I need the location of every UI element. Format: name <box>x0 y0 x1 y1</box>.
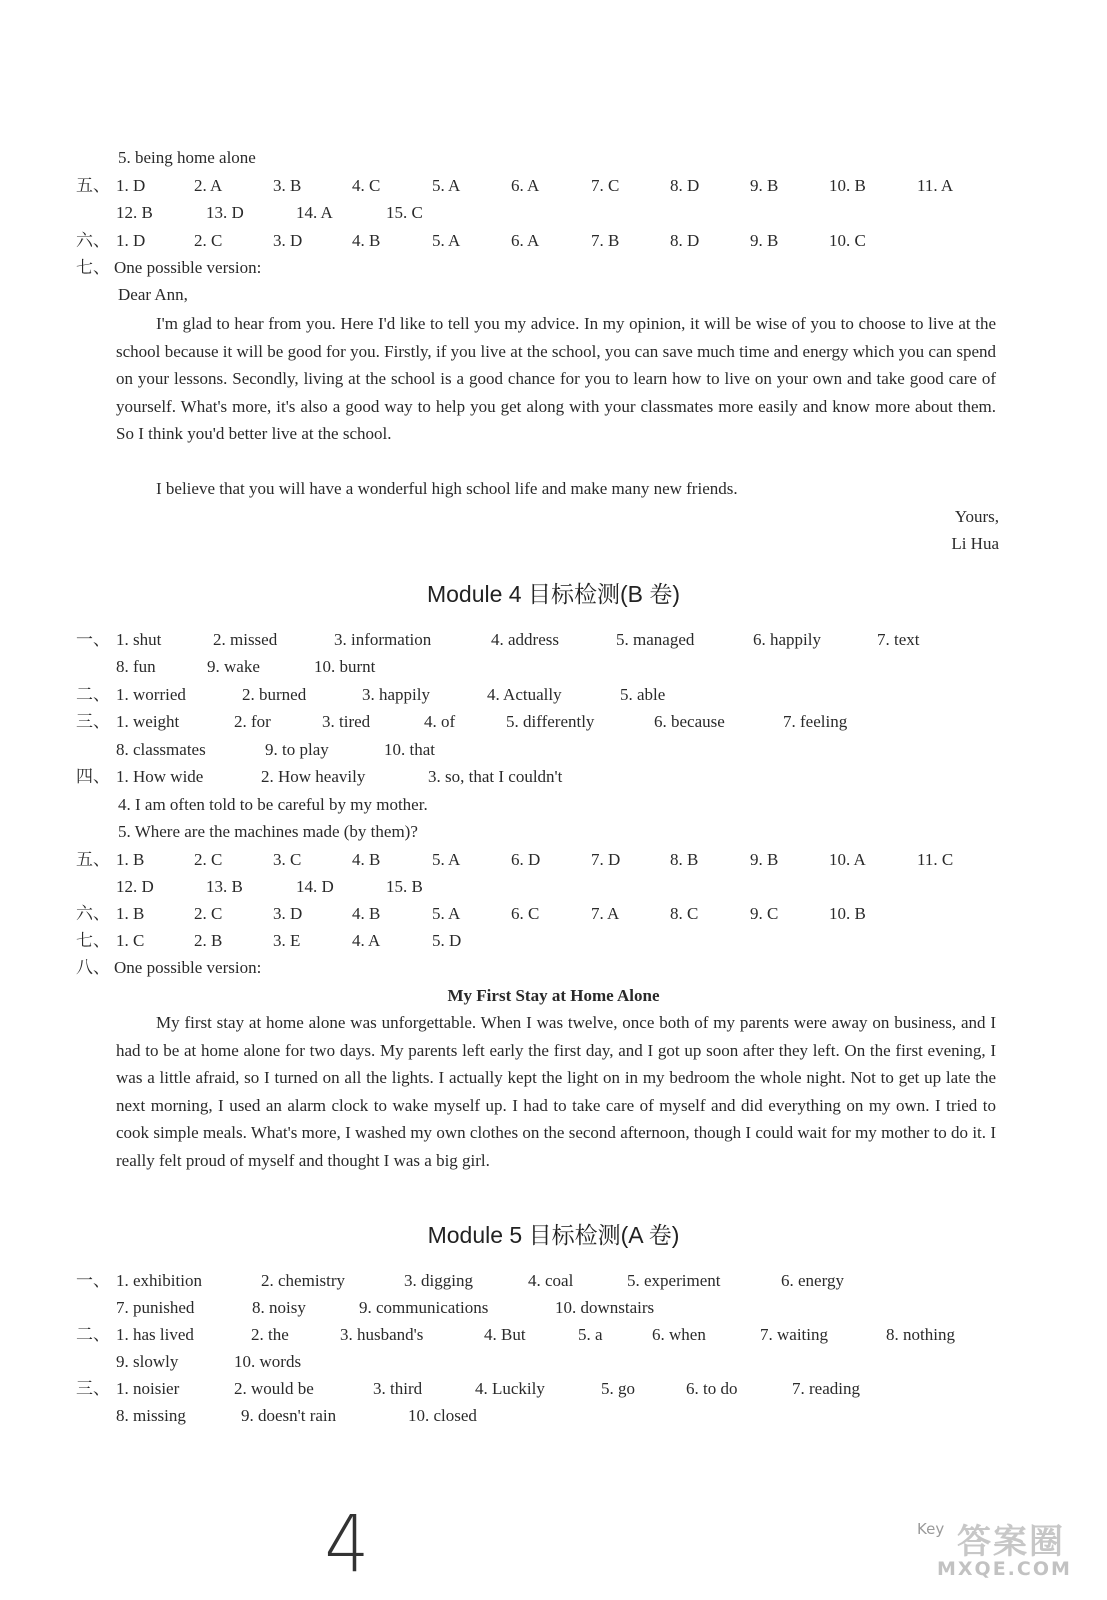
watermark-url: MXQE.COM <box>937 1558 1072 1580</box>
answer-row <box>0 254 1107 281</box>
answer-row <box>0 1402 1107 1429</box>
answer-item: 6. energy <box>781 1271 844 1290</box>
answer-line <box>0 791 1107 818</box>
answer-item: 1. B <box>116 904 145 923</box>
answer-item: 2. chemistry <box>261 1271 346 1290</box>
essay-intro: One possible version: <box>114 958 262 977</box>
page-number: 4 <box>324 1500 370 1590</box>
answer-item: 2. How heavily <box>261 767 366 786</box>
answer-item: 3. information <box>334 630 432 649</box>
answer-item: 10. C <box>829 231 866 250</box>
answer-item: 2. B <box>194 931 223 950</box>
answer-item: 5. a <box>578 1325 603 1344</box>
answer-item: 5. Where are the machines made (by them)? <box>118 822 418 841</box>
answer-item: 8. D <box>670 231 700 250</box>
answer-row <box>0 653 1107 680</box>
answer-item: 12. D <box>116 877 154 896</box>
section-marker: 七、 <box>76 258 110 277</box>
answer-item: 5. experiment <box>627 1271 721 1290</box>
letter-closing: Yours, <box>954 507 999 526</box>
answer-item: 4. A <box>352 931 381 950</box>
section-heading: Module 4 目标检测(B 卷) <box>426 581 681 607</box>
answer-item: 6. D <box>511 850 541 869</box>
essay-paragraph: My first stay at home alone was unforgettable. When I was twelve, once both of my parents were away on business, and I had to be at home alone for two days. My parents left early the first day, and I got up soon after they left. On the first evening, I was a little afraid, so I turned on all the lights. I actually kept the light on in my bedroom the whole night. Not to get up late the next morning, I used an alarm clock to wake myself up. I had to take care of myself and did everything on my own. I tried to cook simple meals. What's more, I washed my own clothes on the second afternoon, though I could wait for my mother to do it. I really felt proud of myself and thought I was a big girl. <box>116 1013 996 1170</box>
answer-item: 10. that <box>384 740 435 759</box>
answer-item: 13. B <box>206 877 243 896</box>
answer-item: 14. A <box>296 203 333 222</box>
answer-item: 5. managed <box>616 630 695 649</box>
answer-item: 10. downstairs <box>555 1298 655 1317</box>
answer-item: 8. nothing <box>886 1325 955 1344</box>
answer-row <box>0 927 1107 954</box>
answer-item: 5. able <box>620 685 666 704</box>
answer-item: 7. waiting <box>760 1325 828 1344</box>
answer-item: 3. B <box>273 176 302 195</box>
answer-item: 2. C <box>194 231 223 250</box>
answer-item: 4. B <box>352 850 381 869</box>
answer-item: 2. C <box>194 904 223 923</box>
essay-title: My First Stay at Home Alone <box>447 986 660 1005</box>
answer-item: 2. the <box>251 1325 289 1344</box>
answer-item: 2. missed <box>213 630 278 649</box>
answer-item: 9. B <box>750 176 779 195</box>
letter-greeting: Dear Ann, <box>118 285 188 304</box>
answer-item: 5. D <box>432 931 462 950</box>
answer-row <box>0 172 1107 199</box>
answer-item: 1. D <box>116 176 146 195</box>
watermark <box>897 1514 1087 1586</box>
answer-item: 1. worried <box>116 685 186 704</box>
answer-item: 9. C <box>750 904 779 923</box>
essay-intro: One possible version: <box>114 258 262 277</box>
answer-item: 5. go <box>601 1379 635 1398</box>
answer-item: 9. communications <box>359 1298 489 1317</box>
answer-item: 6. A <box>511 231 540 250</box>
answer-row <box>0 1267 1107 1294</box>
answer-item: 7. B <box>591 231 620 250</box>
answer-item: 11. A <box>917 176 954 195</box>
answer-item: 3. digging <box>404 1271 473 1290</box>
answer-item: 3. E <box>273 931 301 950</box>
answer-row <box>0 1375 1107 1402</box>
answer-item: 15. B <box>386 877 423 896</box>
letter-paragraph: I'm glad to hear from you. Here I'd like to tell you my advice. In my opinion, it will be wise of you to choose to live at the school because it will be good for you. Firstly, if you live at the school, you can save much time and energy which you can spend on your lessons. Secondly, living at the school is a good chance for you to learn how to live on your own and take good care of yourself. What's more, it's also a good way to help you get along with your classmates more easily and know more about them. So I think you'd better live at the school. <box>116 314 996 443</box>
section-marker: 二、 <box>76 1325 110 1344</box>
letter-signature-line <box>0 530 1107 557</box>
answer-item: 7. C <box>591 176 620 195</box>
section-marker: 八、 <box>76 958 110 977</box>
answer-row <box>0 900 1107 927</box>
answer-item: 6. C <box>511 904 540 923</box>
section-marker: 五、 <box>76 176 110 195</box>
answer-item: 5. A <box>432 850 461 869</box>
answer-item: 12. B <box>116 203 153 222</box>
answer-item: 2. burned <box>242 685 307 704</box>
answer-item: 10. burnt <box>314 657 376 676</box>
answer-item: 8. fun <box>116 657 156 676</box>
answer-item: 6. because <box>654 712 725 731</box>
answer-item: 5. differently <box>506 712 595 731</box>
section-marker: 一、 <box>76 1271 110 1290</box>
answer-item: 7. feeling <box>783 712 848 731</box>
answer-row <box>0 954 1107 981</box>
answer-item: 4. C <box>352 176 381 195</box>
answer-item: 4. Actually <box>487 685 562 704</box>
answer-item: 10. A <box>829 850 866 869</box>
answer-item: 9. B <box>750 231 779 250</box>
answer-item: 1. exhibition <box>116 1271 202 1290</box>
answer-row <box>0 1348 1107 1375</box>
answer-item: 7. punished <box>116 1298 195 1317</box>
section-marker: 七、 <box>76 931 110 950</box>
answer-item: 8. classmates <box>116 740 206 759</box>
answer-item: 7. text <box>877 630 920 649</box>
answer-item: 3. husband's <box>340 1325 424 1344</box>
answer-row <box>0 681 1107 708</box>
answer-item: 2. A <box>194 176 223 195</box>
watermark-logo: 答案圈 <box>957 1522 1065 1562</box>
answer-item: 10. B <box>829 176 866 195</box>
answer-item: 4. But <box>484 1325 526 1344</box>
answer-item: 4. B <box>352 904 381 923</box>
watermark-key: Key <box>917 1520 945 1538</box>
answer-item: 13. D <box>206 203 244 222</box>
section-heading: Module 5 目标检测(A 卷) <box>427 1222 680 1248</box>
answer-item: 9. slowly <box>116 1352 179 1371</box>
answer-item: 4. coal <box>528 1271 574 1290</box>
answer-item: 4. of <box>424 712 456 731</box>
section-marker: 五、 <box>76 850 110 869</box>
answer-row <box>0 1294 1107 1321</box>
answer-item: 7. D <box>591 850 621 869</box>
answer-row <box>0 846 1107 873</box>
answer-item: 6. A <box>511 176 540 195</box>
answer-row <box>0 227 1107 254</box>
answer-row <box>0 736 1107 763</box>
answer-item: 3. third <box>373 1379 423 1398</box>
answer-item: 9. wake <box>207 657 260 676</box>
answer-item: 1. B <box>116 850 145 869</box>
answer-item: 10. closed <box>408 1406 477 1425</box>
answer-item: 8. missing <box>116 1406 186 1425</box>
letter-paragraph: I believe that you will have a wonderful high school life and make many new friends. <box>156 479 738 498</box>
answer-item: 1. noisier <box>116 1379 180 1398</box>
answer-item: 4. Luckily <box>475 1379 545 1398</box>
answer-item: 1. How wide <box>116 767 204 786</box>
answer-item: 2. would be <box>234 1379 314 1398</box>
answer-item: 14. D <box>296 877 334 896</box>
section-marker: 一、 <box>76 630 110 649</box>
answer-item: 6. when <box>652 1325 706 1344</box>
answer-item: 3. happily <box>362 685 430 704</box>
answer-item: 1. C <box>116 931 145 950</box>
answer-item: 3. D <box>273 231 303 250</box>
section-marker: 六、 <box>76 904 110 923</box>
answer-line <box>0 144 1107 171</box>
answer-item: 4. I am often told to be careful by my mother. <box>118 795 428 814</box>
answer-item: 1. shut <box>116 630 162 649</box>
answer-item: 9. to play <box>265 740 329 759</box>
answer-row <box>0 873 1107 900</box>
answer-item: 1. has lived <box>116 1325 194 1344</box>
letter-closing-line <box>0 503 1107 530</box>
answer-item: 5. A <box>432 176 461 195</box>
answer-row <box>0 199 1107 226</box>
section-marker: 四、 <box>76 767 110 786</box>
answer-item: 6. to do <box>686 1379 738 1398</box>
answer-item: 7. A <box>591 904 620 923</box>
letter-signature: Li Hua <box>951 534 999 553</box>
answer-item: 10. B <box>829 904 866 923</box>
answer-item: 3. so, that I couldn't <box>428 767 563 786</box>
answer-row <box>0 708 1107 735</box>
answer-item: 15. C <box>386 203 423 222</box>
answer-item: 5. A <box>432 904 461 923</box>
answer-item: 8. noisy <box>252 1298 306 1317</box>
answer-item: 4. address <box>491 630 559 649</box>
answer-item: 2. C <box>194 850 223 869</box>
section-marker: 三、 <box>76 712 110 731</box>
answer-item: 1. D <box>116 231 146 250</box>
section-marker: 二、 <box>76 685 110 704</box>
answer-item: 11. C <box>917 850 954 869</box>
answer-item: 3. D <box>273 904 303 923</box>
section-marker: 三、 <box>76 1379 110 1398</box>
answer-item: 9. doesn't rain <box>241 1406 337 1425</box>
answer-item: 9. B <box>750 850 779 869</box>
answer-item: 8. D <box>670 176 700 195</box>
answer-item: 5. A <box>432 231 461 250</box>
answer-item: 3. C <box>273 850 302 869</box>
answer-item: 3. tired <box>322 712 371 731</box>
answer-row <box>0 1321 1107 1348</box>
answer-row <box>0 763 1107 790</box>
answer-line <box>0 818 1107 845</box>
answer-item: 5. being home alone <box>118 148 256 167</box>
section-marker: 六、 <box>76 231 110 250</box>
answer-item: 6. happily <box>753 630 821 649</box>
answer-item: 4. B <box>352 231 381 250</box>
answer-item: 1. weight <box>116 712 180 731</box>
answer-item: 8. C <box>670 904 699 923</box>
answer-item: 10. words <box>234 1352 302 1371</box>
answer-row <box>0 626 1107 653</box>
answer-item: 2. for <box>234 712 271 731</box>
letter-greeting-line <box>0 281 1107 308</box>
answer-item: 8. B <box>670 850 699 869</box>
answer-item: 7. reading <box>792 1379 860 1398</box>
